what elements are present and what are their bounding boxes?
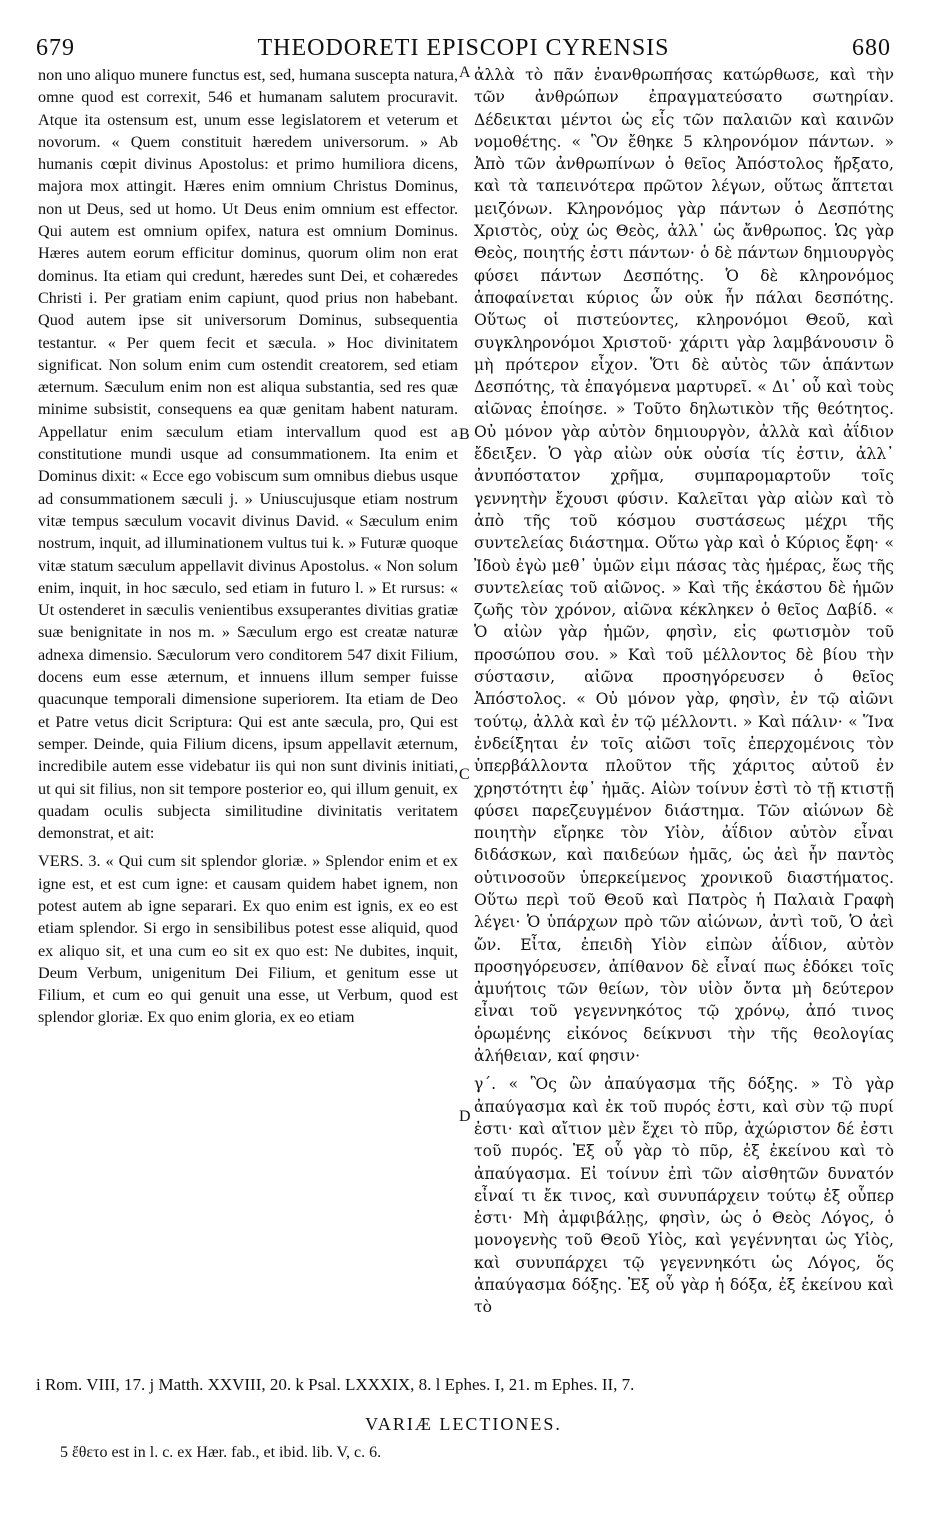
latin-column <box>38 64 458 1029</box>
greek-column <box>474 64 894 1319</box>
page-number-left: 679 <box>36 35 75 61</box>
greek-paragraph-1: ἀλλὰ τὸ πᾶν ἐνανθρωπήσας κατώρθωσε, καὶ τὴν τῶν ἀνθρώπων ἐπραγματεύσατο σωτηρίαν. Δέδεικται μέντοι ὡς εἷς τῶν παλαιῶν καὶ καινῶν νομοθέτης. « Ὃν ἔθηκε 5 κληρονόμον πάντων. » Ἀπὸ τῶν ἀνθρωπίνων ὁ θεῖος Ἀπόστολος ἤρξατο, καὶ τὰ ταπεινότερα πρῶτον λέγων, οὕτως ἅπτεται μειζόνων. Κληρονόμος γὰρ πάντων ὁ Δεσπότης Χριστὸς, οὐχ ὡς Θεὸς, ἀλλ᾽ ὡς ἄνθρωπος. Ὡς γὰρ Θεὸς, ποιητής ἐστι πάντων· ὁ δὲ πάντων δημιουργὸς φύσει πάντων Δεσπότης. Ὁ δὲ κληρονόμος ἀποφαίνεται κύριος ὧν οὐκ ἦν πάλαι δεσπότης. Οὕτως οἱ πιστεύοντες, κληρονόμοι Θεοῦ, καὶ συγκληρονόμοι Χριστοῦ· χάριτι γὰρ λαμβάνουσιν ὃ μὴ πρότερον εἶχον. Ὅτι δὲ αὐτὸς τῶν ἁπάντων Δεσπότης, τὰ ἐπαγόμενα μαρτυρεῖ. « Δι᾽ οὗ καὶ τοὺς αἰῶνας ἐποίησε. » Τοῦτο δηλωτικὸν τῆς θεότητος. Οὐ μόνον γὰρ αὐτὸν δημιουργὸν, ἀλλὰ καὶ ἀΐδιον ἔδειξεν. Ὁ γὰρ αἰὼν οὐκ οὐσία τίς ἐστιν, ἀλλ᾽ ἀνυπόστατον χρῆμα, συμπαρομαρτοῦν τοῖς γεννητὴν ἔχουσι φύσιν. Καλεῖται γὰρ αἰὼν καὶ τὸ ἀπὸ τῆς τοῦ κόσμου συστάσεως μέχρι τῆς συντελείας διάστημα. Οὕτω γὰρ καὶ ὁ Κύριος ἔφη· « Ἰδοὺ ἐγὼ μεθ᾽ ὑμῶν εἰμι πάσας τὰς ἡμέρας, ἕως τῆς συντελείας τοῦ αἰῶνος. » Καὶ τῆς ἑκάστου δὲ ἡμῶν ζωῆς τὸν χρόνον, αἰῶνα κέκληκεν ὁ θεῖος Δαβίδ. « Ὁ αἰὼν γὰρ ἡμῶν, φησὶν, εἰς φωτισμὸν τοῦ προσώπου σου. » Καὶ τοῦ μέλλοντος δὲ βίου τὴν σύστασιν, αἰῶνα προσηγόρευσεν ὁ θεῖος Ἀπόστολος. « Οὐ μόνον γὰρ, φησὶν, ἐν τῷ αἰῶνι τούτῳ, ἀλλὰ καὶ ἐν τῷ μέλλοντι. » Καὶ πάλιν· « Ἵνα ἐνδείξηται ἐν τοῖς αἰῶσι τοῖς ἐπερχομένοις τὸν ὑπερβάλλοντα πλοῦτον τῆς χάριτος αὐτοῦ ἐν χρηστότητι ἐφ᾽ ἡμᾶς. Αἰὼν τοίνυν ἐστὶ τὸ τῇ κτιστῇ φύσει παρεζευγμένον διάστημα. Τῶν αἰώνων δὲ ποιητὴν εἴρηκε τὸν Υἱὸν, ἀΐδιον αὐτὸν εἶναι διδάσκων, καὶ παιδεύων ἡμᾶς, ὡς ἀεὶ ἦν παντὸς οὑτινοσοῦν ὑπερκείμενος χρονικοῦ διαστήματος. Οὕτω περὶ τοῦ Θεοῦ καὶ Πατρὸς ἡ Παλαιὰ Γραφὴ λέγει· Ὁ ὑπάρχων πρὸ τῶν αἰώνων, ἀντὶ τοῦ, Ὁ ἀεὶ ὤν. Εἶτα, ἐπειδὴ Υἱὸν εἰπὼν ἀΐδιον, αὐτὸν προσηγόρευσεν, ἀπίθανον δὲ εἶναί πως ἐδόκει τοῖς ἀμυήτοις τῶν θείων, τὸν υἱὸν ὄντα μὴ δεύτερον εἶναι τοῦ γεγεννηκότος τῷ χρόνῳ, ἀπό τινος ὁρωμένης εἰκόνος δείκνυσι τὴν τῆς θεολογίας ἀλήθειαν, καί φησιν· <box>474 66 894 1066</box>
latin-paragraph-2: VERS. 3. « Qui cum sit splendor gloriæ. » Splendor enim et ex igne est, et est cum igne: et causam quidem habet ignem, non potest autem ab igne separari. Ex quo enim est ignis, ex eo est etiam splendor. Si ergo in sensibilibus potest esse aliquid, quod ex aliquo sit, et una cum eo sit ex quo est: Ne dubites, inquit, Deum Verbum, unigenitum Dei Filium, et genitum esse ut Filium, et cum eo qui genuit una esse, ut Verbum, quod est splendor gloriæ. Ex quo enim gloria, ex eo etiam <box>38 852 458 1027</box>
latin-paragraph-1: non uno aliquo munere functus est, sed, humana suscepta natura, omne quod est correxit, 546 et humanam salutem procuravit. Atque ita ostensum est, unum esse legislatorem et veterum et novorum. « Quem constituit hæredem universorum. » Ab humanis cœpit divinus Apostolus: et primo humiliora dicens, majora mox attingit. Hæres enim omnium Christus Dominus, non ut Deus, sed ut homo. Ut Deus enim omnium est effector. Qui autem est omnium opifex, natura est omnium Dominus. Hæres autem eorum efficitur dominus, quorum olim non erat dominus. Ita etiam qui credunt, hæredes sunt Dei, et cohæredes Christi i. Per gratiam enim capiunt, quod prius non habebant. Quod autem ipse sit universorum Dominus, subsequentia testantur. « Per quem fecit et sæcula. » Hoc divinitatem significat. Non solum enim cum ostendit creatorem, sed etiam æternum. Sæculum enim non est aliqua substantia, sed res quæ minime subsistit, consequens ea quæ genitam habent naturam. Appellatur enim sæculum etiam intervallum quod est a constitutione mundi usque ad consummationem. Ita enim et Dominus dixit: « Ecce ego vobiscum sum omnibus diebus usque ad consummationem sæculi j. » Uniuscujusque etiam nostrum vitæ tempus sæculum vocavit divinus David. « Sæculum enim nostrum, inquit, ad illuminationem vultus tui k. » Futuræ quoque vitæ statum sæculum appellavit divinus Apostolus. « Non solum enim, inquit, in hoc sæculo, sed etiam in futuro l. » Et rursus: « Ut ostenderet in sæculis venientibus exsuperantes divitias gratiæ suæ benignitate in nos m. » Sæculum ergo est creatæ naturæ adnexa dimensio. Sæculorum vero conditorem 547 dixit Filium, docens eum esse æternum, et innuens illum semper fuisse quacunque temporali dimensione superiorem. Ita etiam de Deo et Patre vetus dicit Scriptura: Qui est ante sæcula, pro, Qui est semper. Deinde, quia Filium dicens, ipsum appellavit æternum, incredibile autem esse videbatur iis qui non sunt divinis initiati, ut qui sit filius, non sit tempore posterior eo, qui illum genuit, ex quadam oculis subjecta similitudine divinitatis veritatem demonstrat, et ait: <box>38 66 458 843</box>
margin-letter-a: A <box>459 64 471 81</box>
margin-letter-b: B <box>459 426 470 443</box>
running-title: THEODORETI EPISCOPI CYRENSIS <box>257 35 670 61</box>
margin-letter-d: D <box>459 1108 471 1125</box>
margin-letter-c: C <box>459 766 470 783</box>
page-number-right: 680 <box>852 35 891 61</box>
variae-lectiones-title: VARIÆ LECTIONES. <box>365 1414 562 1434</box>
greek-paragraph-2: γ΄. « Ὃς ὢν ἀπαύγασμα τῆς δόξης. » Τὸ γὰρ ἀπαύγασμα καὶ ἐκ τοῦ πυρός ἐστι, καὶ σὺν τῷ πυρί ἐστι· καὶ αἴτιον μὲν ἔχει τὸ πῦρ, ἀχώριστον δέ ἐστι τοῦ πυρός. Ἐξ οὗ γὰρ τὸ πῦρ, ἐξ ἐκείνου καὶ τὸ ἀπαύγασμα. Εἰ τοίνυν ἐπὶ τῶν αἰσθητῶν δυνατόν εἶναί τι ἔκ τινος, καὶ συνυπάρχειν τούτῳ ἐξ οὗπερ ἐστι· Μὴ ἀμφιβάλῃς, φησὶν, ὡς ὁ Θεὸς Λόγος, ὁ μονογενὴς τοῦ Θεοῦ Υἱὸς, καὶ γεγέννηται ὡς Υἱὸς, καὶ συνυπάρχει τῷ γεγεννηκότι ὡς Λόγος, ὅς ἀπαύγασμα δόξης. Ἐξ οὗ γὰρ ἡ δόξα, ἐξ ἐκείνου καὶ τὸ <box>474 1075 894 1317</box>
footnotes: i Rom. VIII, 17. j Matth. XXVIII, 20. k Psal. LXXXIX, 8. l Ephes. I, 21. m Ephes. II, 7. <box>36 1375 635 1394</box>
variae-lectiones-text: 5 ἔθετο est in l. c. ex Hær. fab., et ibid. lib. V, c. 6. <box>60 1444 382 1461</box>
